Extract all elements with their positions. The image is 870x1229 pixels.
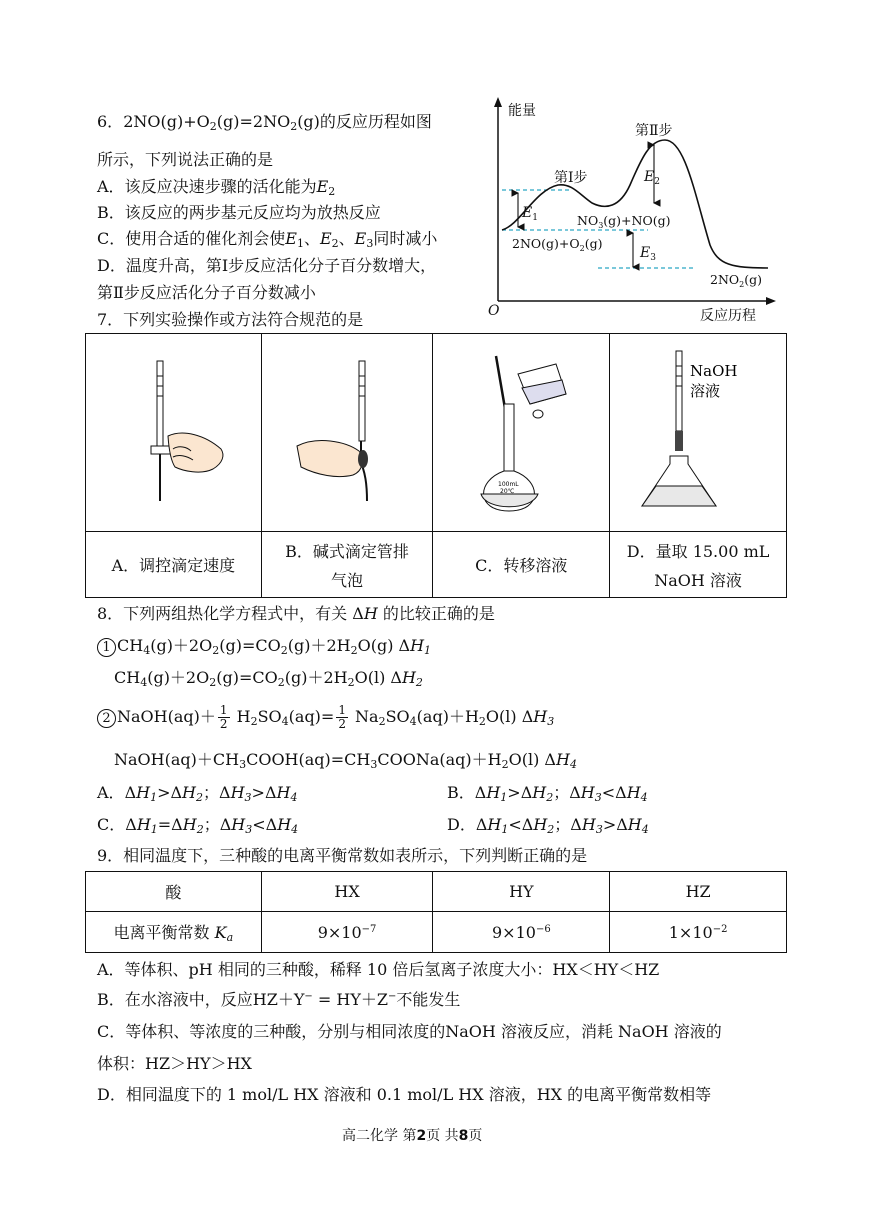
erlenmeyer-flask-icon — [628, 346, 768, 516]
circled-number-2: 2 — [97, 709, 116, 728]
q9-stem: 9．相同温度下，三种酸的电离平衡常数如表所示，下列判断正确的是 — [97, 846, 588, 865]
burette-hand-b-icon — [287, 351, 407, 511]
q9-value-hy: $9\times 10^{-6}$ — [433, 912, 610, 953]
q9-header-hy: HY — [433, 872, 610, 912]
q8-option-d: D．$\Delta H_1<\Delta H_2$；$\Delta H_3>\Delta H_4$ — [447, 815, 649, 836]
q9-value-hz: $1\times 10^{-2}$ — [610, 912, 787, 953]
q7-image-b — [261, 334, 433, 532]
q9-option-d: D．相同温度下的 1 mol/L HX 溶液和 0.1 mol/L HX 溶液，HX 的电离平衡常数相等 — [97, 1085, 712, 1104]
q9-header-acid: 酸 — [86, 872, 262, 912]
q9-option-b: B．在水溶液中，反应HZ＋Y− = HY＋Z−不能发生 — [97, 990, 461, 1009]
y-axis-label: 能量 — [508, 103, 536, 119]
q7-image-d — [610, 334, 787, 532]
x-axis-label: 反应历程 — [700, 308, 756, 324]
q7-option-c: C．转移溶液 — [433, 532, 610, 598]
q8-eq2: $CH_4(g)+2O_2(g)=CO_2(g)+2H_2O(l)$ $\Delta H_2$ — [114, 668, 423, 689]
q6-stem-line1: 6．$2NO(g)+O_2(g)=2NO_2(g)$的反应历程如图 — [97, 112, 432, 133]
q9-table — [85, 871, 787, 953]
q9-option-c-line1: C．等体积、等浓度的三种酸，分别与相同浓度的NaOH 溶液反应，消耗 NaOH 溶液的 — [97, 1022, 722, 1041]
q8-stem: 8．下列两组热化学方程式中，有关 ΔH 的比较正确的是 — [97, 604, 495, 623]
q8-option-a: A．$\Delta H_1>\Delta H_2$；$\Delta H_3>\Delta H_4$ — [97, 783, 298, 804]
q7-table — [85, 333, 787, 598]
q6-option-d-line1: D．温度升高，第Ⅰ步反应活化分子百分数增大， — [97, 256, 437, 275]
q9-row-label: 电离平衡常数 $K_a$ — [86, 912, 262, 953]
step1-label: 第Ⅰ步 — [554, 170, 588, 186]
intermediate-label: $NO_3(g)+NO(g)$ — [577, 213, 671, 230]
q9-option-c-line2: 体积：HZ＞HY＞HX — [97, 1054, 252, 1073]
q9-value-hx: $9\times 10^{-7}$ — [261, 912, 433, 953]
product-label: $2NO_2(g)$ — [710, 272, 762, 289]
e2-label: $E_2$ — [644, 169, 660, 187]
circled-number-1: 1 — [97, 638, 116, 657]
q9-header-hx: HX — [261, 872, 433, 912]
y-axis-arrow-icon — [494, 97, 502, 107]
origin-label: O — [488, 303, 500, 319]
q8-option-c: C．$\Delta H_1=\Delta H_2$；$\Delta H_3<\Delta H_4$ — [97, 815, 299, 836]
q9-option-a: A．等体积、pH 相同的三种酸，稀释 10 倍后氢离子浓度大小：HX＜HY＜HZ — [97, 960, 660, 979]
q7-option-d: D．量取 15.00 mL NaOH 溶液 — [610, 532, 787, 598]
flask-volume-label: 100mL — [498, 480, 519, 488]
q8-eq3: 2 NaOH(aq)＋ $\frac{1}{2}$ $H_2SO_4(aq)=$ $\frac{1}{2}$ $Na_2SO_4(aq)+H_2O(l)$ $\Delta H_3$ — [97, 704, 554, 731]
q6-option-d-line2: 第Ⅱ步反应活化分子百分数减小 — [97, 283, 316, 302]
reactant-label: $2NO(g)+O_2(g)$ — [512, 236, 603, 253]
q7-image-c — [433, 334, 610, 532]
q8-eq1: 1 $CH_4(g)+2O_2(g)=CO_2(g)+2H_2O(g)$ $\Delta H_1$ — [97, 636, 431, 657]
q8-eq4: $NaOH(aq)+CH_3COOH(aq)=CH_3COONa(aq)+H_2O(l)$ $\Delta H_4$ — [114, 750, 577, 771]
naoh-solution-label: 溶液 — [690, 381, 721, 400]
e3-label: $E_3$ — [640, 245, 656, 263]
step2-label: 第Ⅱ步 — [635, 123, 673, 139]
naoh-label: NaOH — [690, 361, 738, 380]
e1-label: $E_1$ — [522, 205, 538, 223]
burette-hand-a-icon — [113, 351, 233, 511]
q6-option-b: B．该反应的两步基元反应均为放热反应 — [97, 203, 381, 222]
q7-option-b: B．碱式滴定管排 气泡 — [261, 532, 433, 598]
page-footer: 高二化学 第2页 共8页 — [342, 1128, 483, 1144]
q9-header-hz: HZ — [610, 872, 787, 912]
q7-option-a: A．调控滴定速度 — [86, 532, 262, 598]
q6-stem-line2: 所示，下列说法正确的是 — [97, 150, 274, 169]
flask-temp-label: 20℃ — [500, 487, 515, 495]
x-axis-arrow-icon — [766, 297, 776, 305]
q7-image-a — [86, 334, 262, 532]
q6-option-a: A．该反应决速步骤的活化能为$E_2$ — [97, 177, 336, 198]
energy-diagram — [480, 95, 780, 325]
q7-stem: 7．下列实验操作或方法符合规范的是 — [97, 310, 364, 329]
q6-option-c: C．使用合适的催化剂会使$E_1$、$E_2$、$E_3$同时减小 — [97, 229, 438, 250]
volumetric-flask-icon — [456, 346, 586, 516]
q8-option-b: B．$\Delta H_1>\Delta H_2$；$\Delta H_3<\Delta H_4$ — [447, 783, 648, 804]
